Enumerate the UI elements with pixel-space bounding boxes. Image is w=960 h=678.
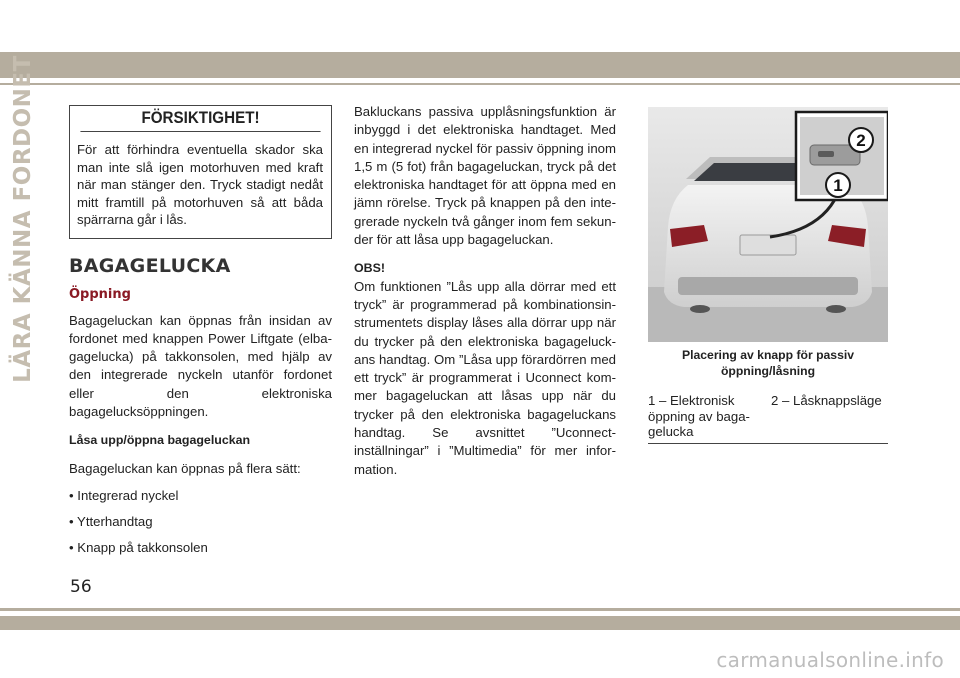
caution-box	[69, 105, 332, 239]
chapter-side-title	[4, 55, 42, 383]
left-exhaust	[690, 305, 710, 313]
right-exhaust	[826, 305, 846, 313]
list-item: • Ytterhandtag	[69, 514, 153, 530]
subsection-title: Öppning	[69, 286, 131, 302]
rear-bumper	[678, 277, 858, 295]
caution-title: FÖRSIKTIGHET!	[80, 106, 320, 132]
page-number: 56	[70, 577, 92, 597]
header-band	[0, 52, 960, 78]
watermark: carmanualsonline.info	[716, 648, 944, 672]
footer-band	[0, 616, 960, 630]
middle-column	[354, 103, 616, 479]
note-label: OBS!	[354, 261, 385, 276]
ways-intro: Bagageluckan kan öppnas på flera sätt:	[69, 460, 301, 476]
section-title: BAGAGELUCKA	[69, 254, 231, 277]
chapter-side-title-text: LÄRA KÄNNA FORDONET	[10, 55, 36, 383]
list-item: • Integrerad nyckel	[69, 487, 179, 503]
figure-column	[648, 107, 888, 444]
list-item: • Knapp på takkonsolen	[69, 540, 208, 556]
left-column	[69, 105, 332, 566]
liftgate-photo	[648, 107, 888, 342]
callout-1-label: 1	[833, 176, 843, 195]
passive-unlock-paragraph: Bakluckans passiva upplåsningsfunktion är inbyggd i det elektroniska handtaget. Med en integrerad nyckel för passiv öppning inom 1,5 m (5 fot) från bagageluckan, tryck på det elektroniska handtaget för att öppna med en jämn rörelse. Tryck på knappen på den inte-grerade nyckeln två gånger inom fem sekun-der för att låsa upp bagageluckan.	[354, 104, 616, 248]
header-rule	[0, 83, 960, 85]
note-paragraph: Om funktionen ”Lås upp alla dörrar med ett tryck” är programmerad på kombinationsin-strumentets display låses alla dörrar upp när du trycker på den elektroniska bagageluck-ans handtag. Om ”Låsa upp förardörren med ett tryck” är programmerat i Uconnect kom-mer bagageluckan att låsas upp när du trycker på den elektroniska bagageluckans handtag. Se avsnittet ”Uconnect-inställningar” i ”Multimedia” för mer infor-mation.	[354, 278, 616, 477]
legend-item-1: 1 – Elektronisk öppning av baga-gelucka	[648, 393, 750, 439]
footer-rule	[0, 608, 960, 611]
vehicle-rear-illustration	[648, 107, 888, 342]
caution-text: För att förhindra eventuella skador ska man inte slå igen motorhuven med kraft när man stänger den. Tryck stadigt nedåt mitt framtill på motorhuven så att båda spärrarna går i lås.	[77, 142, 323, 227]
figure-caption: Placering av knapp för passiv öppning/låsning	[681, 348, 855, 378]
lock-button	[818, 151, 834, 157]
plate-area	[740, 235, 796, 255]
unlock-heading: Låsa upp/öppna bagageluckan	[69, 433, 251, 448]
legend-item-2: 2 – Låsknappsläge	[771, 393, 882, 408]
callout-2-label: 2	[856, 131, 866, 150]
opening-paragraph: Bagageluckan kan öppnas från insidan av fordonet med knappen Power Liftgate (elba-gagelucka) på takkonsolen, med hjälp av den integrerade nyckeln utanför fordonet eller den elektroniska bagagelucksöppningen.	[69, 312, 332, 419]
figure-legend	[648, 393, 888, 444]
